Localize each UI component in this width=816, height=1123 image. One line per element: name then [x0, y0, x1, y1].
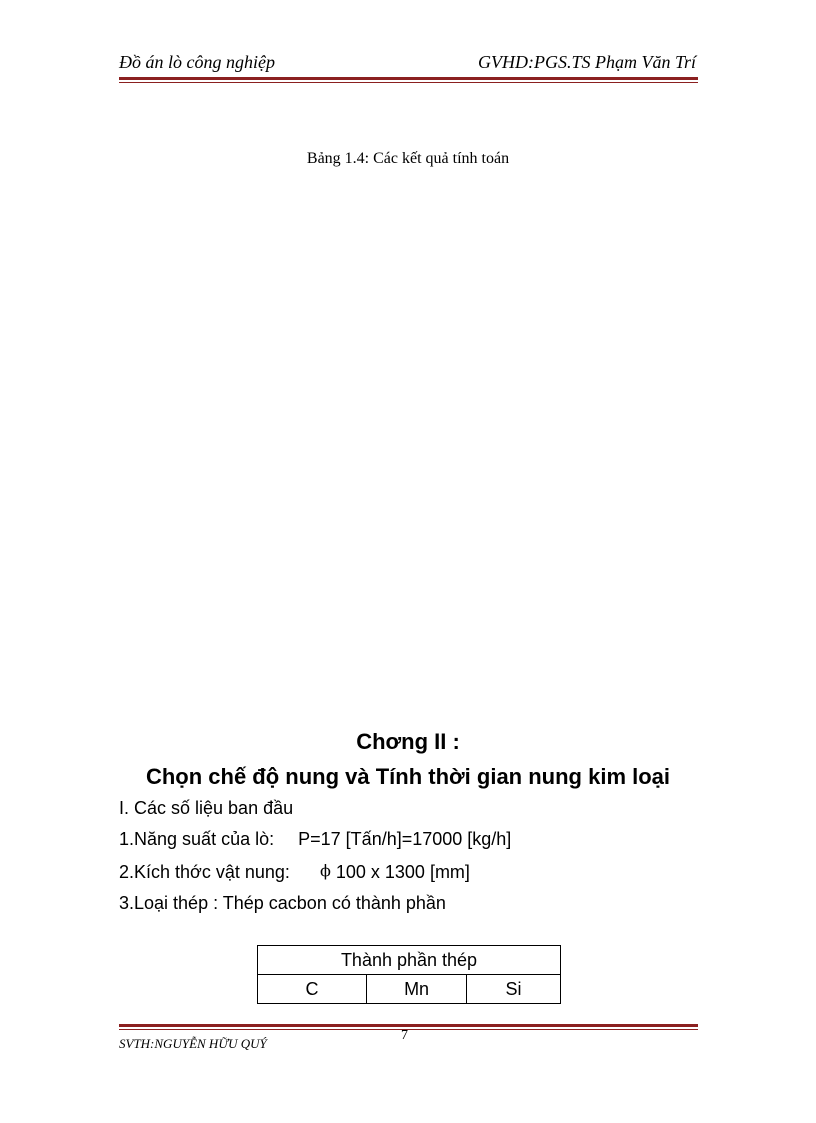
- table-row: [258, 975, 561, 1004]
- capacity-value: P=17 [Tấn/h]=17000 [kg/h]: [298, 829, 512, 849]
- chapter-title: Chơng II :: [356, 729, 460, 754]
- column-si: Si: [467, 975, 561, 1004]
- header-rule-thin: [119, 82, 698, 83]
- table-header-row: [258, 946, 561, 975]
- header-course-title: Đồ án lò công nghiệp: [119, 52, 275, 72]
- footer-student-name: SVTH:NGUYỄN HỮU QUÝ: [119, 1036, 267, 1051]
- header-supervisor: GVHD:PGS.TS Phạm Văn Trí: [477, 52, 696, 72]
- chapter-subtitle: Chọn chế độ nung và Tính thời gian nung kim loại: [145, 764, 671, 789]
- diameter-symbol: ϕ: [319, 861, 331, 880]
- dimension-label: 2.Kích thớc vật nung:: [119, 862, 290, 882]
- column-c: C: [258, 975, 367, 1004]
- header-rule-thick: [119, 77, 698, 80]
- table-header-cell: Thành phần thép: [258, 946, 561, 975]
- table-caption: Bảng 1.4: Các kết quả tính toán: [306, 150, 510, 167]
- section-heading: I. Các số liệu ban đầu: [119, 798, 294, 818]
- capacity-label: 1.Năng suất của lò:: [119, 829, 275, 849]
- capacity-line: [119, 829, 511, 850]
- page-number: 7: [401, 1028, 408, 1043]
- dimension-value: 100 x 1300 [mm]: [335, 862, 470, 882]
- steel-composition-table: [257, 945, 561, 1004]
- footer-rule-thick: [119, 1024, 698, 1027]
- column-mn: Mn: [367, 975, 467, 1004]
- footer-rule-thin: [119, 1029, 698, 1030]
- dimension-line: [119, 862, 470, 883]
- steel-type-line: 3.Loại thép : Thép cacbon có thành phần: [119, 893, 446, 913]
